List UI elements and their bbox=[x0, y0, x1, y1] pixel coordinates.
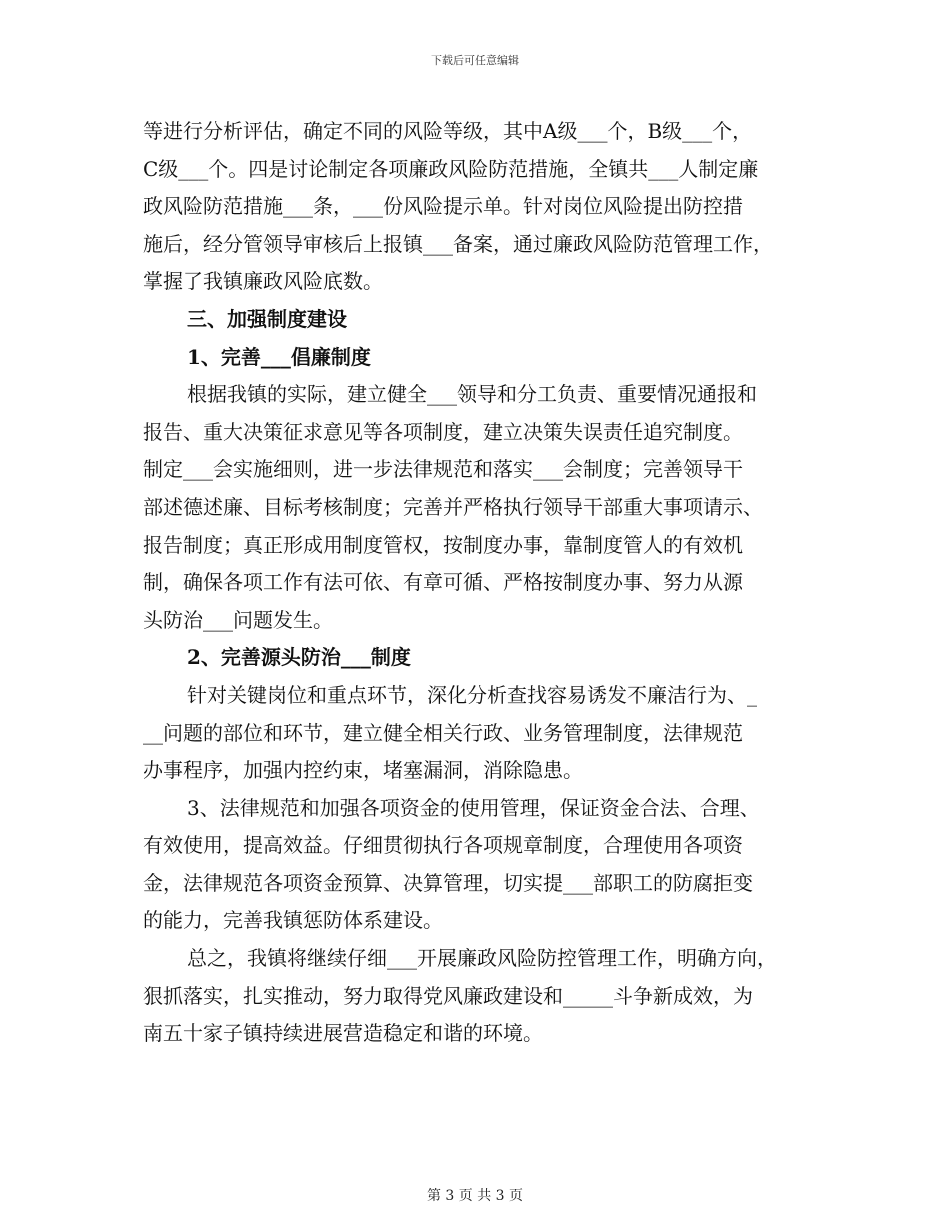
section-heading: 1、完善___倡廉制度 bbox=[187, 344, 371, 369]
body-text-line: 有效使用，提高效益。仔细贯彻执行各项规章制度，合理使用各项资 bbox=[143, 833, 743, 858]
section-heading: 2、完善源头防治___制度 bbox=[187, 645, 411, 670]
body-text-line: 办事程序，加强内控约束，堵塞漏洞，消除隐患。 bbox=[143, 758, 583, 783]
page-footer: 第 3 页 共 3 页 bbox=[426, 1188, 524, 1204]
body-text-line: 政风险防范措施___条，___份风险提示单。针对岗位风险提出防控措 bbox=[143, 194, 743, 219]
section-heading: 三、加强制度建设 bbox=[187, 306, 347, 331]
body-text-line: 报告、重大决策征求意见等各项制度，建立决策失误责任追究制度。 bbox=[143, 419, 743, 444]
body-text-line: 头防治___问题发生。 bbox=[143, 607, 333, 632]
body-text-line: 制，确保各项工作有法可依、有章可循、严格按制度办事、努力从源 bbox=[143, 570, 743, 595]
body-text-line: 针对关键岗位和重点环节，深化分析查找容易诱发不廉洁行为、_ bbox=[187, 682, 757, 707]
body-text-line: 金，法律规范各项资金预算、决算管理，切实提___部职工的防腐拒变 bbox=[143, 870, 753, 895]
document-body bbox=[143, 113, 808, 1053]
body-text-line: C级___个。四是讨论制定各项廉政风险防范措施，全镇共___人制定廉 bbox=[143, 156, 759, 181]
body-text-line: 狠抓落实，扎实推动，努力取得党风廉政建设和_____斗争新成效，为 bbox=[143, 983, 753, 1008]
body-text-line: 报告制度；真正形成用制度管权，按制度办事，靠制度管人的有效机 bbox=[143, 532, 743, 557]
body-text-line: 总之，我镇将继续仔细___开展廉政风险防控管理工作，明确方向， bbox=[187, 946, 777, 971]
body-text-line: 制定___会实施细则，进一步法律规范和落实___会制度；完善领导干 bbox=[143, 457, 743, 482]
body-text-line: 根据我镇的实际，建立健全___领导和分工负责、重要情况通报和 bbox=[187, 382, 757, 407]
body-text-line: 施后，经分管领导审核后上报镇___备案，通过廉政风险防范管理工作， bbox=[143, 231, 773, 256]
body-text-line: 3、法律规范和加强各项资金的使用管理，保证资金合法、合理、 bbox=[187, 795, 760, 820]
body-text-line: 部述德述廉、目标考核制度；完善并严格执行领导干部重大事项请示、 bbox=[143, 494, 763, 519]
body-text-line: 等进行分析评估，确定不同的风险等级，其中A级___个，B级___个， bbox=[143, 119, 753, 143]
body-text-line: 掌握了我镇廉政风险底数。 bbox=[143, 269, 383, 294]
body-text-line: __问题的部位和环节，建立健全相关行政、业务管理制度，法律规范 bbox=[143, 720, 743, 745]
body-text-line: 南五十家子镇持续进展营造稳定和谐的环境。 bbox=[143, 1021, 543, 1046]
page-header: 下载后可任意编辑 bbox=[431, 54, 519, 67]
body-text-line: 的能力，完善我镇惩防体系建设。 bbox=[143, 908, 443, 933]
